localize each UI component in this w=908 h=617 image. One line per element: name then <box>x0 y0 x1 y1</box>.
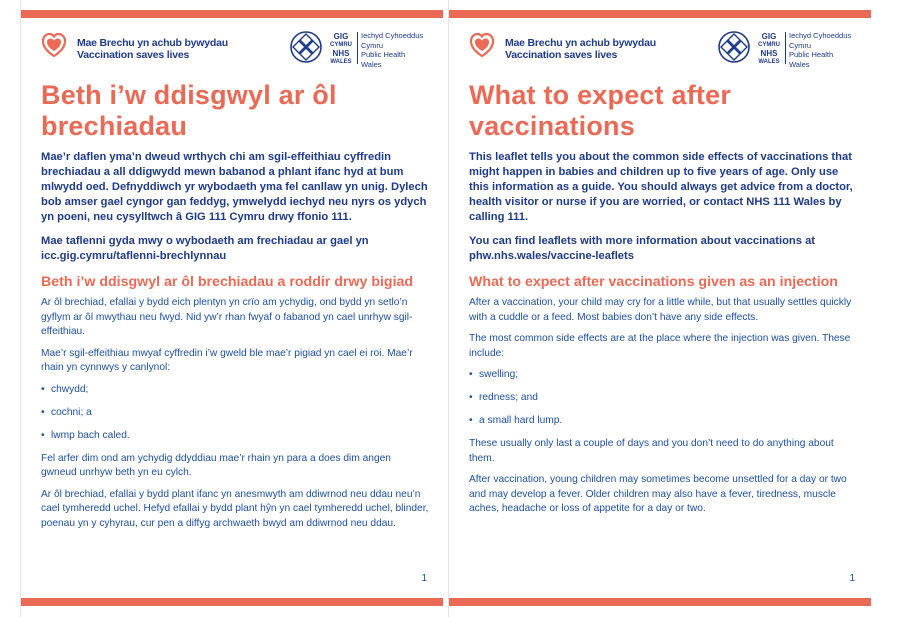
nhs-mark-line: CYMRU <box>758 42 780 48</box>
nhs-wordmark <box>327 32 355 66</box>
page-number: 1 <box>849 573 855 584</box>
body-paragraph: Ar ôl brechiad, efallai y bydd eich plentyn yn crïo am ychydig, ond bydd yn setlo’n gyflym ar ôl mwythau neu fwyd. Nid yw’r rhan fwyaf o fabanod yn cael unrhyw sgil-effeithiau. <box>41 297 413 337</box>
list-item: • cochni; a <box>41 406 429 420</box>
campaign-slogan-english: Vaccination saves lives <box>77 49 190 61</box>
logo-divider <box>785 32 786 64</box>
organisation-names <box>361 31 423 69</box>
body-paragraph: Fel arfer dim ond am ychydig ddyddiau mae’r rhain yn para a does dim angen gwneud unrhyw beth yn eu cylch. <box>41 452 391 478</box>
nhs-mark-line: CYMRU <box>330 42 352 48</box>
nhs-wales-knot-icon <box>289 30 323 64</box>
campaign-slogan-english: Vaccination saves lives <box>505 49 618 61</box>
page-content <box>469 30 857 524</box>
list-item: • swelling; <box>469 368 857 382</box>
page-title: Beth i’w ddisgwyl ar ôl brechiadau <box>41 80 337 141</box>
body-paragraph: These usually only last a couple of days and you don’t need to do anything about them. <box>469 438 834 464</box>
org-name-line: Wales <box>789 59 810 69</box>
org-name-line: Iechyd Cyhoeddus <box>361 31 424 40</box>
top-accent-bar <box>449 10 871 18</box>
org-name-line: Cymru <box>361 40 384 50</box>
side-effects-list <box>41 383 429 443</box>
nhs-mark-line: WALES <box>758 59 780 65</box>
body-paragraph: After a vaccination, your child may cry for a little while, but that usually settles quickly with a cuddle or a feed. Most babies don’t have any side effects. <box>469 297 852 323</box>
org-name-line: Iechyd Cyhoeddus <box>789 31 852 40</box>
english-leaflet-page <box>448 0 873 617</box>
nhs-wales-knot-icon <box>717 30 751 64</box>
nhs-mark-line: GIG <box>333 32 349 41</box>
campaign-slogan <box>505 37 656 61</box>
organisation-names <box>789 31 851 69</box>
intro-paragraph: This leaflet tells you about the common side effects of vaccinations that might happen in babies and children up to five years of age. Only use this information as a guide. You should always get advice from a doctor, health visitor or nurse if you are worried, or contact NHS 111 Wales by calling 111. <box>469 151 853 223</box>
campaign-slogan-welsh: Mae Brechu yn achub bywydau <box>77 37 228 49</box>
campaign-slogan-welsh: Mae Brechu yn achub bywydau <box>505 37 656 49</box>
heart-shield-icon <box>469 32 495 58</box>
body-paragraph: The most common side effects are at the place where the injection was given. These include: <box>469 333 851 359</box>
leaflet-header <box>41 30 429 70</box>
page-title: What to expect after vaccinations <box>469 80 732 141</box>
org-name-line: Public Health <box>789 50 834 59</box>
top-accent-bar <box>21 10 443 18</box>
list-item: • redness; and <box>469 391 857 405</box>
org-name-line: Wales <box>361 59 382 69</box>
list-item: • chwydd; <box>41 383 429 397</box>
page-number: 1 <box>421 573 427 584</box>
nhs-mark-line: NHS <box>760 49 778 58</box>
intro-paragraph: Mae’r daflen yma’n dweud wrthych chi am sgil-effeithiau cyffredin brechiadau a all ddigwydd mewn babanod a phlant ifanc hyd at bum mlwydd oed. Defnyddiwch yr wybodaeth yma fel canllaw yn unig. Dylech bob amser gael cyngor gan feddyg, ymwelydd iechyd neu nyrs os ydych yn poeni, neu cysylltwch â GIG 111 Cymru drwy ffonio 111. <box>41 151 428 223</box>
logo-divider <box>357 32 358 64</box>
nhs-mark-line: NHS <box>332 49 350 58</box>
body-paragraph: Mae’r sgil-effeithiau mwyaf cyffredin i’w gweld ble mae’r pigiad yn cael ei roi. Mae’r rhain yn cynnwys y canlynol: <box>41 347 413 373</box>
leaflet-header <box>469 30 857 70</box>
nhs-mark-line: WALES <box>330 59 352 65</box>
body-paragraph: After vaccination, young children may sometimes become unsettled for a day or two and may develop a fever. Older children may also have a fever, tiredness, muscle aches, headache or loss of appetite for a day or two. <box>469 474 847 514</box>
nhs-wordmark <box>755 32 783 66</box>
welsh-leaflet-page <box>20 0 445 617</box>
list-item: • lwmp bach caled. <box>41 429 429 443</box>
side-effects-list <box>469 368 857 428</box>
bottom-accent-bar <box>21 598 443 606</box>
section-heading: Beth i’w ddisgwyl ar ôl brechiadau a roddir drwy bigiad <box>41 274 414 290</box>
org-name-line: Cymru <box>789 40 812 50</box>
campaign-slogan <box>77 37 228 61</box>
more-info-paragraph: Mae taflenni gyda mwy o wybodaeth am frechiadau ar gael yn icc.gig.cymru/taflenni-brechlynnau <box>41 235 369 262</box>
more-info-paragraph: You can find leaflets with more information about vaccinations at phw.nhs.wales/vaccine-leaflets <box>469 235 816 262</box>
heart-shield-icon <box>41 32 67 58</box>
body-paragraph: Ar ôl brechiad, efallai y bydd plant ifanc yn anesmwyth am ddiwrnod neu ddau neu’n cael tymheredd uchel. Hefyd efallai y bydd plant hŷn yn cael tymheredd uchel, blinder, poenau yn y cyhyrau, cur pen a diffyg archwaeth bwyd am ddiwrnod neu ddau. <box>41 488 429 529</box>
section-heading: What to expect after vaccinations given as an injection <box>469 274 838 290</box>
bottom-accent-bar <box>449 598 871 606</box>
nhs-mark-line: GIG <box>761 32 777 41</box>
page-content <box>41 30 429 538</box>
list-item: • a small hard lump. <box>469 414 857 428</box>
org-name-line: Public Health <box>361 50 406 59</box>
